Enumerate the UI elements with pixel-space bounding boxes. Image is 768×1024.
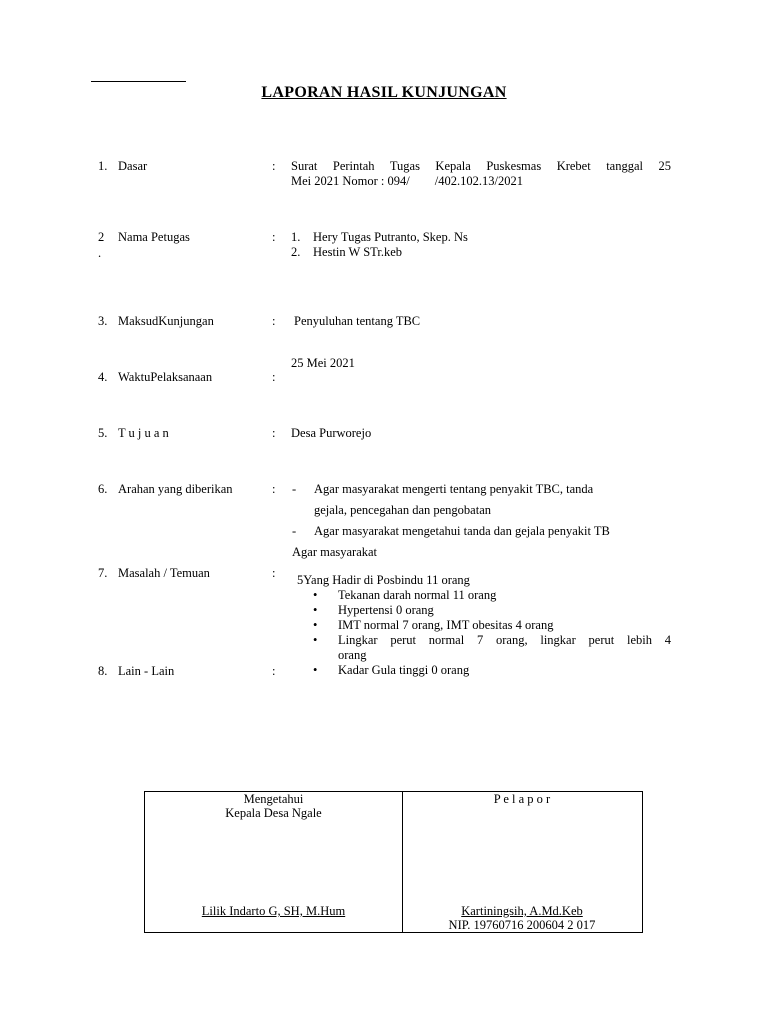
bullet-icon: •: [313, 618, 318, 632]
signature-right-name-text: Kartiningsih, A.Md.Keb: [461, 904, 583, 918]
row-number-petugas: 2: [98, 230, 105, 244]
dasar-value-line1: Surat Perintah Tugas Kepala Puskesmas Krebet tanggal 25: [291, 159, 671, 173]
masalah-item: Lingkar perut normal 7 orang, lingkar perut lebih 4: [338, 633, 671, 647]
masalah-item: Kadar Gula tinggi 0 orang: [338, 663, 470, 677]
row-number-masalah: 7.: [98, 566, 108, 580]
row-colon-waktu: :: [272, 370, 276, 384]
bullet-icon: •: [313, 663, 318, 677]
signature-left-name: [145, 904, 402, 919]
signature-left-heading: Mengetahui: [243, 792, 304, 806]
arahan-line2: gejala, pencegahan dan pengobatan: [314, 503, 491, 517]
row-number-maksud: 3.: [98, 314, 108, 328]
row-label-dasar: Dasar: [118, 159, 148, 173]
maksud-value: Penyuluhan tentang TBC: [294, 314, 421, 328]
row-number-petugas-dot: .: [98, 246, 102, 260]
row-colon-arahan: :: [272, 482, 276, 496]
masalah-item: Tekanan darah normal 11 orang: [338, 588, 497, 602]
petugas-item-number: 2.: [291, 245, 301, 259]
masalah-item-wrap: orang: [338, 648, 367, 662]
signature-right-name: [403, 904, 641, 919]
row-label-masalah: Masalah / Temuan: [118, 566, 210, 580]
arahan-line1: Agar masyarakat mengerti tentang penyakit TBC, tanda: [314, 482, 594, 496]
arahan-line4: Agar masyarakat: [292, 545, 378, 559]
row-number-waktu: 4.: [98, 370, 108, 384]
row-label-arahan: Arahan yang diberikan: [118, 482, 233, 496]
row-colon-masalah: :: [272, 566, 276, 580]
signature-left-position: Kepala Desa Ngale: [225, 806, 322, 820]
row-number-arahan: 6.: [98, 482, 108, 496]
row-label-waktu: WaktuPelaksanaan: [118, 370, 213, 384]
masalah-item: IMT normal 7 orang, IMT obesitas 4 orang: [338, 618, 554, 632]
masalah-lead: 5Yang Hadir di Posbindu 11 orang: [297, 573, 470, 587]
bullet-icon: •: [313, 633, 318, 647]
bullet-icon: •: [313, 603, 318, 617]
petugas-item-name: Hery Tugas Putranto, Skep. Ns: [313, 230, 468, 244]
arahan-dash: -: [292, 482, 297, 496]
row-colon-tujuan: :: [272, 426, 276, 440]
row-label-lain: Lain - Lain: [118, 664, 175, 678]
dasar-value-line2: Mei 2021 Nomor : 094/ /402.102.13/2021: [291, 174, 523, 188]
signature-right-heading: P e l a p o r: [493, 792, 551, 806]
row-number-dasar: 1.: [98, 159, 108, 173]
petugas-item: [291, 230, 468, 245]
arahan-dash: -: [292, 524, 297, 538]
row-colon-maksud: :: [272, 314, 276, 328]
row-label-tujuan: T u j u a n: [118, 426, 169, 440]
tujuan-value: Desa Purworejo: [291, 426, 372, 440]
row-number-tujuan: 5.: [98, 426, 108, 440]
signature-right-nip: NIP. 19760716 200604 2 017: [448, 918, 596, 932]
top-rule: [91, 81, 186, 82]
masalah-item: Hypertensi 0 orang: [338, 603, 434, 617]
row-label-maksud: MaksudKunjungan: [118, 314, 214, 328]
arahan-line3: Agar masyarakat mengetahui tanda dan gejala penyakit TB: [314, 524, 610, 538]
row-colon-dasar: :: [272, 159, 276, 173]
document-title: LAPORAN HASIL KUNJUNGAN: [261, 84, 507, 101]
petugas-item-number: 1.: [291, 230, 301, 244]
bullet-icon: •: [313, 588, 318, 602]
petugas-item: [291, 245, 402, 260]
petugas-item-name: Hestin W STr.keb: [313, 245, 403, 259]
row-label-petugas: Nama Petugas: [118, 230, 190, 244]
signature-left-name-text: Lilik Indarto G, SH, M.Hum: [201, 904, 346, 918]
row-number-lain: 8.: [98, 664, 108, 678]
row-colon-petugas: :: [272, 230, 276, 244]
row-colon-lain: :: [272, 664, 276, 678]
waktu-value: 25 Mei 2021: [291, 356, 355, 370]
